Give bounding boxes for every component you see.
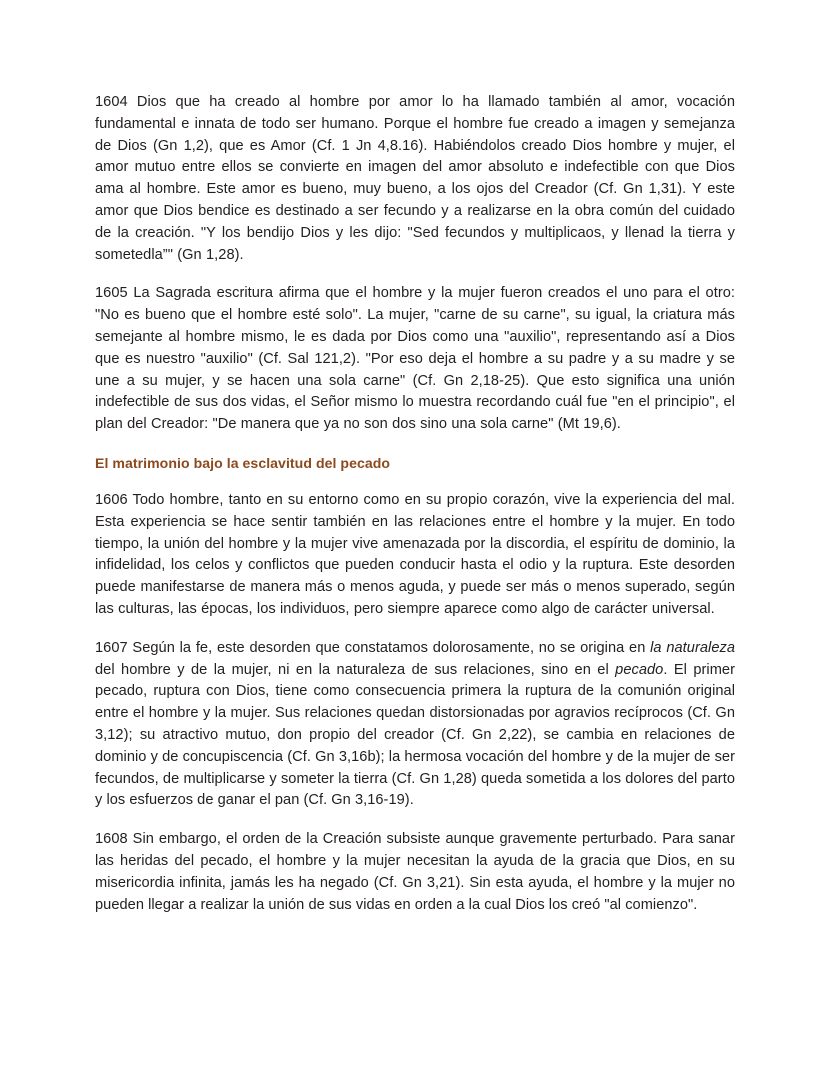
paragraph-1604: 1604 Dios que ha creado al hombre por amor lo ha llamado también al amor, vocación fundamental e innata de todo ser humano. Porque el hombre fue creado a imagen y semejanza de Dios (Gn 1,2), que es Amor (Cf. 1 Jn 4,8.16). Habiéndolos creado Dios hombre y mujer, el amor mutuo entre ellos se convierte en imagen del amor absoluto e indefectible con que Dios ama al hombre. Este amor es bueno, muy bueno, a los ojos del Creador (Cf. Gn 1,31). Y este amor que Dios bendice es destinado a ser fecundo y a realizarse en la obra común del cuidado de la creación. "Y los bendijo Dios y les dijo: "Sed fecundos y multiplicaos, y llenad la tierra y sometedla”" (Gn 1,28). [95, 94, 735, 263]
paragraph-1607-emphasis-la-naturaleza: la naturaleza [650, 639, 735, 656]
section-heading-matrimonio-esclavitud-pecado: El matrimonio bajo la esclavitud del pecado [95, 454, 391, 471]
paragraph-1607 [95, 638, 735, 812]
paragraph-1606: 1606 Todo hombre, tanto en su entorno como en su propio corazón, vive la experiencia del mal. Esta experiencia se hace sentir también en las relaciones entre el hombre y la mujer. En todo tiempo, la unión del hombre y la mujer vive amenazada por la discordia, el espíritu de dominio, la infidelidad, los celos y conflictos que pueden conducir hasta el odio y la ruptura. Este desorden puede manifestarse de manera más o menos aguda, y puede ser más o menos superado, según las culturas, las épocas, los individuos, pero siempre aparece como algo de carácter universal. [95, 491, 735, 617]
paragraph-1607-middle: del hombre y de la mujer, ni en la naturaleza de sus relaciones, sino en el [95, 661, 616, 678]
paragraph-1607-emphasis-pecado: pecado [615, 661, 664, 678]
document-body [95, 92, 735, 916]
paragraph-1607-tail: . El primer pecado, ruptura con Dios, tiene como consecuencia primera la ruptura de la comunión original entre el hombre y la mujer. Sus relaciones quedan distorsionadas por agravios recíprocos (Cf. Gn 3,12); su atractivo mutuo, don propio del creador (Cf. Gn 2,22), se cambia en relaciones de dominio y de concupiscencia (Cf. Gn 3,16b); la hermosa vocación del hombre y de la mujer de ser fecundos, de multiplicarse y someter la tierra (Cf. Gn 1,28) queda sometida a los dolores del parto y los esfuerzos de ganar el pan (Cf. Gn 3,16-19). [95, 661, 735, 809]
paragraph-1605: 1605 La Sagrada escritura afirma que el hombre y la mujer fueron creados el uno para el otro: "No es bueno que el hombre esté solo". La mujer, "carne de su carne", su igual, la criatura más semejante al hombre mismo, le es dada por Dios como una "auxilio", representando así a Dios que es nuestro "auxilio" (Cf. Sal 121,2). "Por eso deja el hombre a su padre y a su madre y se une a su mujer, y se hacen una sola carne" (Cf. Gn 2,18-25). Que esto significa una unión indefectible de sus dos vidas, el Señor mismo lo muestra recordando cuál fue "en el principio", el plan del Creador: "De manera que ya no son dos sino una sola carne" (Mt 19,6). [95, 285, 735, 433]
paragraph-1608: 1608 Sin embargo, el orden de la Creación subsiste aunque gravemente perturbado. Para sanar las heridas del pecado, el hombre y la mujer necesitan la ayuda de la gracia que Dios, en su misericordia infinita, jamás les ha negado (Cf. Gn 3,21). Sin esta ayuda, el hombre y la mujer no pueden llegar a realizar la unión de sus vidas en orden a la cual Dios los creó "al comienzo". [95, 831, 735, 913]
paragraph-1607-lead: 1607 Según la fe, este desorden que constatamos dolorosamente, no se origina en [95, 639, 651, 656]
